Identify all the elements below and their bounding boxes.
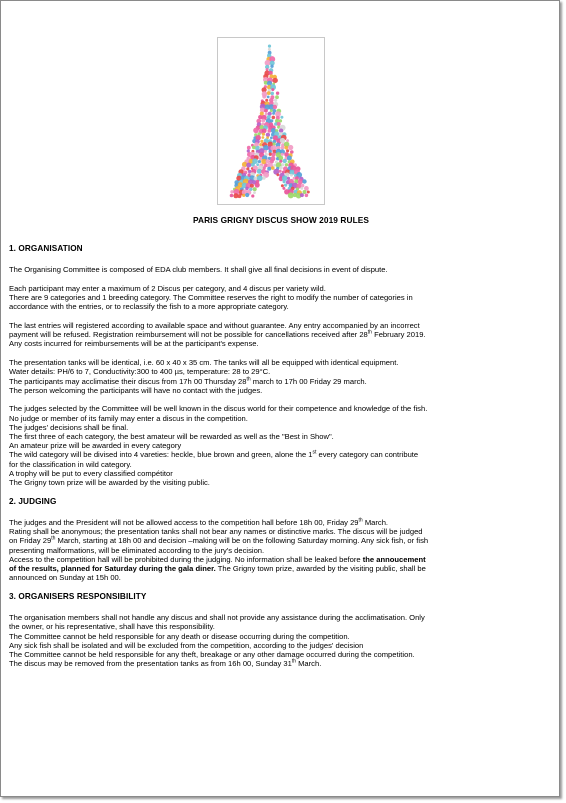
logo-disc: [268, 129, 272, 133]
text-line: the owner, or his representative, shall have this responsibility.: [9, 622, 215, 632]
text-line: on Friday 29th March, starting at 18h 00 and decision –making will be on the following Saturday morning. Any sick fish, or fish: [9, 535, 429, 546]
text-line: An amateur prize will be awarded in every category: [9, 441, 182, 451]
logo-disc: [281, 184, 284, 187]
logo-disc: [271, 88, 274, 91]
logo-disc: [302, 179, 306, 183]
logo-disc: [248, 170, 251, 173]
logo-disc: [277, 122, 281, 126]
logo-disc: [262, 133, 265, 136]
text-line: The judges selected by the Committee will be well known in the discus world for their competence and knowledge of the fish.: [9, 404, 428, 414]
logo-disc: [271, 166, 275, 170]
text-line: presenting malformations, will be eliminated according to the jury's decision.: [9, 545, 265, 555]
section-heading: 2. JUDGING: [9, 496, 57, 506]
logo-disc: [269, 153, 272, 156]
logo-disc: [272, 153, 276, 157]
logo-disc: [268, 48, 271, 51]
document-body: [9, 244, 549, 678]
logo-disc: [259, 157, 262, 160]
paragraph: [9, 613, 549, 668]
logo-disc: [281, 153, 284, 156]
logo-disc: [300, 187, 303, 190]
paragraph: [9, 284, 549, 312]
logo-disc: [273, 105, 277, 109]
text-line: The last entries will registered according to available space and without guarantee. Any entry accompanied by an incorrect: [9, 321, 420, 331]
logo-disc: [301, 184, 305, 188]
text-line: payment will be refused. Registration reimbursement will not be possible for cancellations received after 28th February 2019.: [9, 329, 426, 340]
logo-disc: [272, 112, 275, 115]
logo-disc: [242, 194, 245, 197]
text-line: The participants may acclimatise their discus from 17h 00 Thursday 28th march to 17h 00 Friday 29 march.: [9, 376, 367, 386]
eiffel-tower-discus-icon: [218, 38, 324, 204]
text-line: The Organising Committee is composed of EDA club members. It shall give all final decisions in event of dispute.: [9, 265, 388, 275]
logo-disc: [255, 182, 260, 187]
logo-disc: [272, 116, 276, 120]
logo-disc: [286, 149, 289, 152]
logo-disc: [267, 167, 271, 171]
logo-disc: [276, 173, 279, 176]
logo-disc: [257, 169, 262, 174]
text-line: The Grigny town prize will be awarded by the visiting public.: [9, 478, 210, 488]
logo-disc: [253, 128, 259, 134]
logo-disc: [285, 163, 288, 166]
section-heading: 3. ORGANISERS RESPONSIBILITY: [9, 591, 147, 601]
logo-disc: [264, 109, 268, 113]
logo-disc: [273, 164, 276, 167]
text-line: of the results, planned for Saturday during the gala diner. The Grigny town prize, awarded by the visiting public, shall be: [9, 563, 426, 573]
text-line: The Committee cannot be held responsible for any theft, breakage or any other damage occurred during the competition.: [9, 649, 415, 659]
logo-disc: [274, 99, 277, 102]
paragraph: [9, 518, 549, 582]
logo: [217, 37, 325, 205]
logo-disc: [281, 163, 284, 166]
text-line: The person welcoming the participants will have no contact with the judges.: [9, 385, 263, 395]
logo-disc: [260, 140, 263, 143]
logo-disc: [286, 139, 289, 142]
logo-disc: [268, 45, 271, 48]
logo-disc: [279, 166, 283, 170]
logo-disc: [290, 150, 294, 154]
logo-disc: [268, 112, 272, 116]
text-line: for the classification in wild category.: [9, 459, 132, 469]
text-line: The discus may be removed from the presentation tanks as from 16h 00, Sunday 31th March.: [9, 658, 322, 669]
logo-disc: [280, 138, 285, 143]
text-line: The Committee cannot be held responsible for any death or disease occurring during the competition.: [9, 631, 350, 641]
text-line: Any costs incurred for reimbursements will be at the participant's expense.: [9, 339, 259, 349]
logo-disc: [276, 92, 279, 95]
logo-disc: [270, 119, 273, 122]
logo-disc: [282, 187, 285, 190]
logo-disc: [230, 190, 233, 193]
logo-disc: [267, 96, 270, 99]
logo-disc: [262, 128, 267, 133]
text-line: No judge or member of its family may enter a discus in the competition.: [9, 413, 248, 423]
logo-disc: [247, 146, 251, 150]
text-line: There are 9 categories and 1 breeding category. The Committee reserves the right to modify the number of categories in: [9, 293, 413, 303]
logo-disc: [258, 160, 261, 163]
text-line: Access to the competition hall will be prohibited during the judging. No information shall be leaked before the annoucement: [9, 554, 426, 564]
paragraph: [9, 404, 549, 487]
logo-disc: [284, 146, 288, 150]
logo-disc: [262, 94, 266, 98]
text-line: announced on Sunday at 15h 00.: [9, 573, 121, 583]
logo-disc: [300, 193, 304, 197]
logo-disc: [246, 163, 251, 168]
text-line: Rating shall be anonymous; the presentation tanks shall not bear any names or distinctive marks. The discus will be judged: [9, 527, 423, 537]
text-line: A trophy will be put to every classified compétitor: [9, 468, 173, 478]
logo-disc: [307, 191, 310, 194]
logo-disc: [279, 160, 282, 163]
logo-disc: [253, 187, 257, 191]
logo-disc: [273, 142, 276, 145]
logo-disc: [262, 176, 265, 179]
logo-disc: [264, 150, 267, 153]
logo-disc: [288, 145, 293, 150]
logo-disc: [275, 95, 279, 99]
text-line: Any sick fish shall be isolated and will be excluded from the competition, according to the judges' decision: [9, 640, 364, 650]
text-line: The judges and the President will not be allowed access to the competition hall before 18h 00, Friday 29th March.: [9, 517, 389, 527]
paragraph: [9, 265, 549, 274]
logo-disc: [259, 143, 262, 146]
logo-disc: [245, 193, 249, 197]
text-line: accordance with the entries, or to reclassify the fish to a more appropriate category.: [9, 302, 289, 312]
text-line: The wild category will be divised into 4 vareties: heckle, blue brown and green, alone the 1st every category can contribute: [9, 449, 419, 460]
logo-disc: [230, 194, 234, 198]
logo-disc: [283, 159, 287, 163]
logo-disc: [262, 136, 265, 139]
logo-disc: [279, 170, 282, 173]
logo-disc: [283, 180, 286, 183]
text-line: Water details: PH/6 to 7, Conductivity:300 to 400 µs, temperature: 28 to 29°C.: [9, 367, 271, 377]
logo-disc: [270, 92, 274, 96]
logo-disc: [280, 116, 283, 119]
logo-disc: [270, 137, 273, 140]
logo-disc: [303, 190, 307, 194]
logo-disc: [270, 109, 273, 112]
logo-disc: [265, 99, 268, 102]
text-line: Each participant may enter a maximum of 2 Discus per category, and 4 discus per variety wild.: [9, 283, 326, 293]
logo-disc: [305, 194, 309, 198]
logo-disc: [267, 91, 271, 95]
logo-disc: [261, 119, 265, 123]
logo-disc: [260, 112, 264, 116]
logo-disc: [237, 194, 241, 198]
section-heading: 1. ORGANISATION: [9, 244, 83, 253]
logo-disc: [270, 65, 273, 68]
logo-disc: [273, 78, 278, 83]
text-line: The organisation members shall not handle any discus and shall not provide any assistance during the acclimatisation. Only: [9, 613, 425, 623]
paragraph: [9, 358, 549, 395]
logo-disc: [279, 119, 282, 122]
document-title: PARIS GRIGNY DISCUS SHOW 2019 RULES: [192, 215, 370, 225]
logo-disc: [263, 166, 266, 169]
text-line: The presentation tanks will be identical, i.e. 60 x 40 x 35 cm. The tanks will all be equipped with identical equipment.: [9, 358, 399, 368]
text-line: The first three of each category, the best amateur will be rewarded as well as the "Best in Show".: [9, 432, 334, 442]
logo-disc: [284, 184, 287, 187]
paragraph: [9, 321, 549, 349]
text-line: The judges' decisions shall be final.: [9, 422, 129, 432]
logo-disc: [253, 191, 256, 194]
logo-disc: [256, 163, 259, 166]
logo-disc: [290, 174, 293, 177]
logo-disc: [250, 184, 254, 188]
logo-disc: [251, 194, 254, 197]
logo-disc: [281, 146, 285, 150]
